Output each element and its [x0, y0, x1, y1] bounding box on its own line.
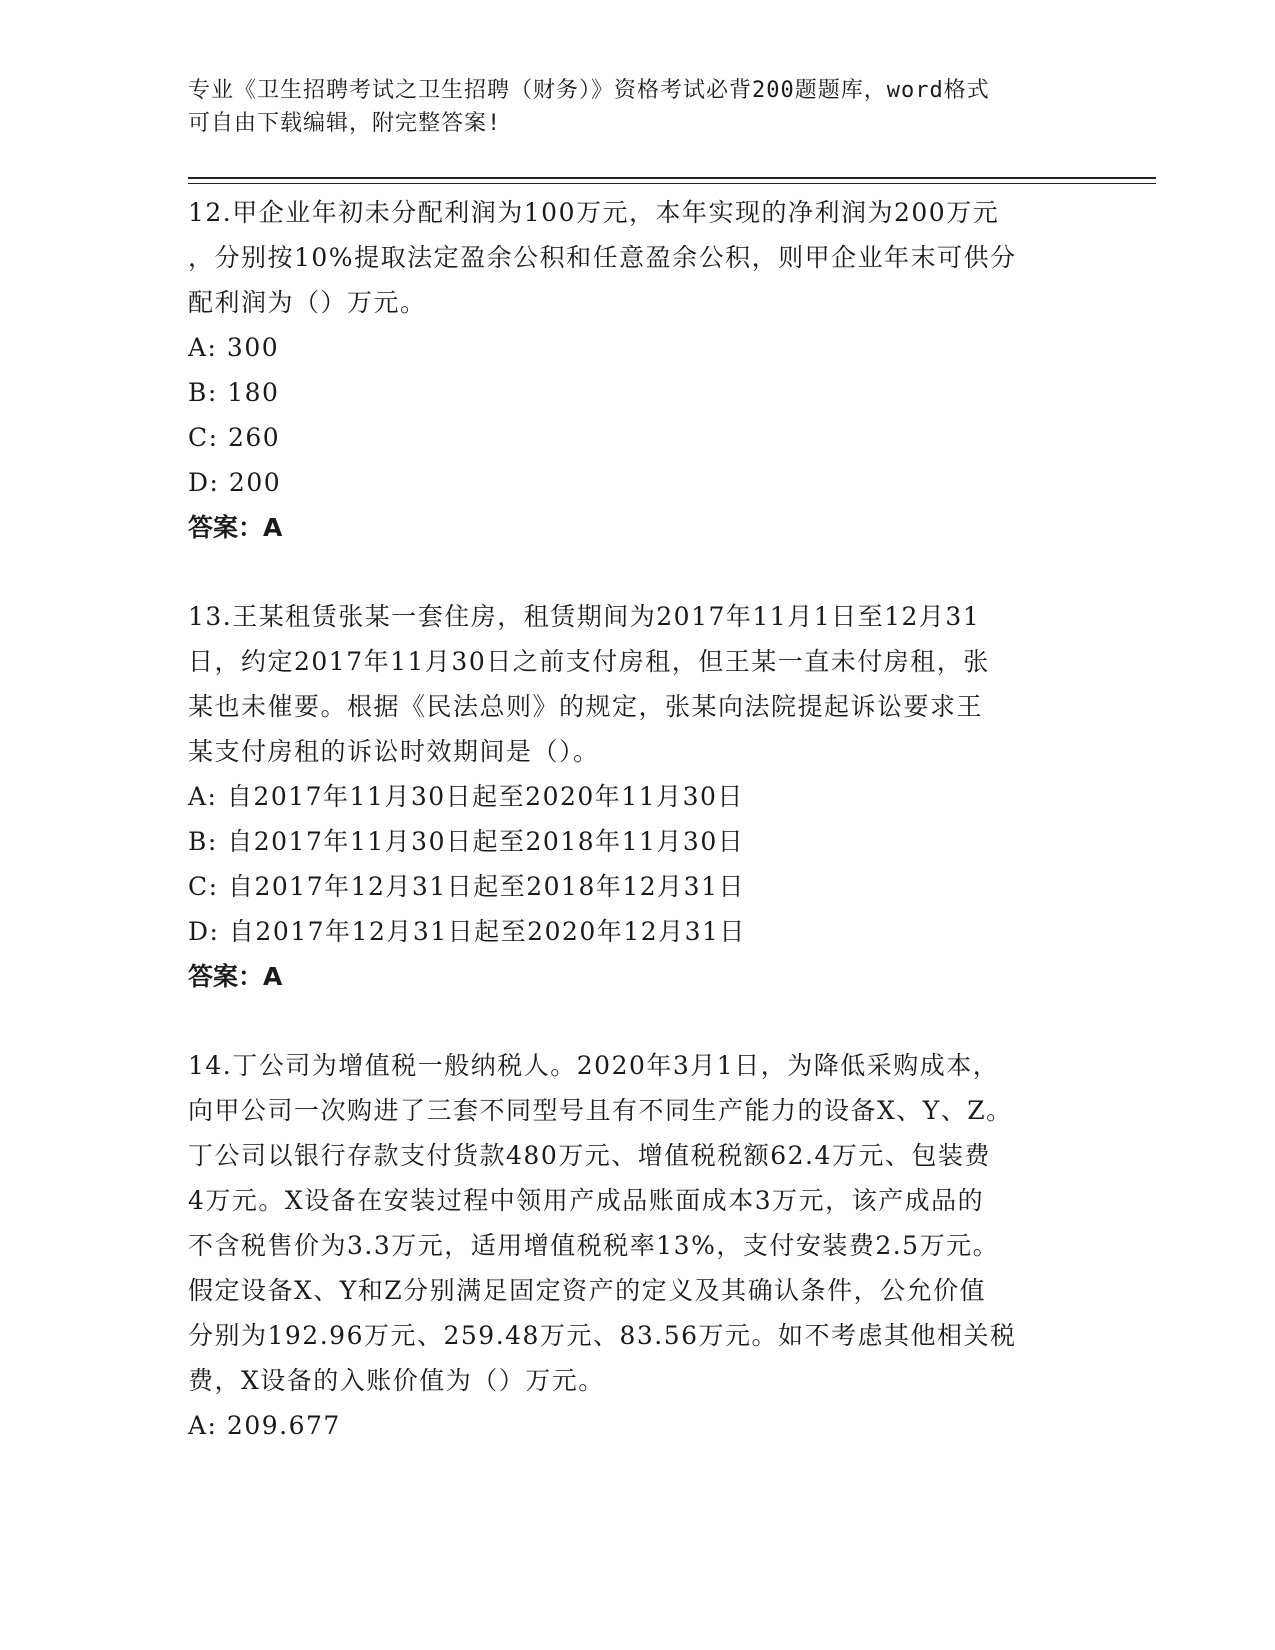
question-text: 13.王某租赁张某一套住房，租赁期间为2017年11月1日至12月31 — [188, 602, 981, 631]
question-text: 丁公司以银行存款支付货款480万元、增值税税额62.4万元、包装费 — [188, 1141, 991, 1170]
question-text: 假定设备X、Y和Z分别满足固定资产的定义及其确认条件，公允价值 — [188, 1276, 987, 1305]
question-text: 14.丁公司为增值税一般纳税人。2020年3月1日，为降低采购成本， — [188, 1051, 1000, 1080]
header-divider — [188, 177, 1156, 179]
answer: 答案：A — [188, 513, 283, 542]
option-a: A: 自2017年11月30日起至2020年11月30日 — [188, 782, 744, 811]
question-text: 向甲公司一次购进了三套不同型号且有不同生产能力的设备X、Y、Z。 — [188, 1096, 1013, 1125]
question-text: 某也未催要。根据《民法总则》的规定，张某向法院提起诉讼要求王 — [188, 692, 984, 721]
header-divider-thin — [188, 183, 1156, 184]
question-text: 配利润为（）万元。 — [188, 288, 427, 317]
option-d: D: 200 — [188, 468, 282, 497]
option-a: A: 300 — [188, 333, 280, 362]
question-text: 不含税售价为3.3万元，适用增值税税率13%，支付安装费2.5万元。 — [188, 1231, 1000, 1260]
question-text: 费，X设备的入账价值为（）万元。 — [188, 1366, 605, 1395]
question-text: 日，约定2017年11月30日之前支付房租，但王某一直未付房租，张 — [188, 647, 990, 676]
question-text: 12.甲企业年初未分配利润为100万元，本年实现的净利润为200万元 — [188, 198, 1000, 227]
document-header — [188, 74, 1068, 140]
question-list — [188, 190, 1088, 1448]
option-c: C: 260 — [188, 423, 281, 452]
header-line: 专业《卫生招聘考试之卫生招聘（财务）》资格考试必背200题题库，word格式 — [188, 78, 990, 103]
option-a: A: 209.677 — [188, 1411, 341, 1440]
question-text: ，分别按10%提取法定盈余公积和任意盈余公积，则甲企业年末可供分 — [188, 243, 1017, 272]
question-text: 某支付房租的诉讼时效期间是（）。 — [188, 737, 600, 766]
header-line: 可自由下载编辑，附完整答案! — [188, 111, 502, 136]
question-13 — [188, 594, 1088, 999]
spacer — [188, 550, 1088, 594]
spacer — [188, 999, 1088, 1043]
question-text: 分别为192.96万元、259.48万元、83.56万元。如不考虑其他相关税 — [188, 1321, 1017, 1350]
question-text: 4万元。X设备在安装过程中领用产成品账面成本3万元，该产成品的 — [188, 1186, 985, 1215]
option-d: D: 自2017年12月31日起至2020年12月31日 — [188, 917, 746, 946]
answer: 答案：A — [188, 962, 283, 991]
option-c: C: 自2017年12月31日起至2018年12月31日 — [188, 872, 745, 901]
question-14 — [188, 1043, 1088, 1448]
option-b: B: 自2017年11月30日起至2018年11月30日 — [188, 827, 745, 856]
option-b: B: 180 — [188, 378, 280, 407]
question-12 — [188, 190, 1088, 550]
